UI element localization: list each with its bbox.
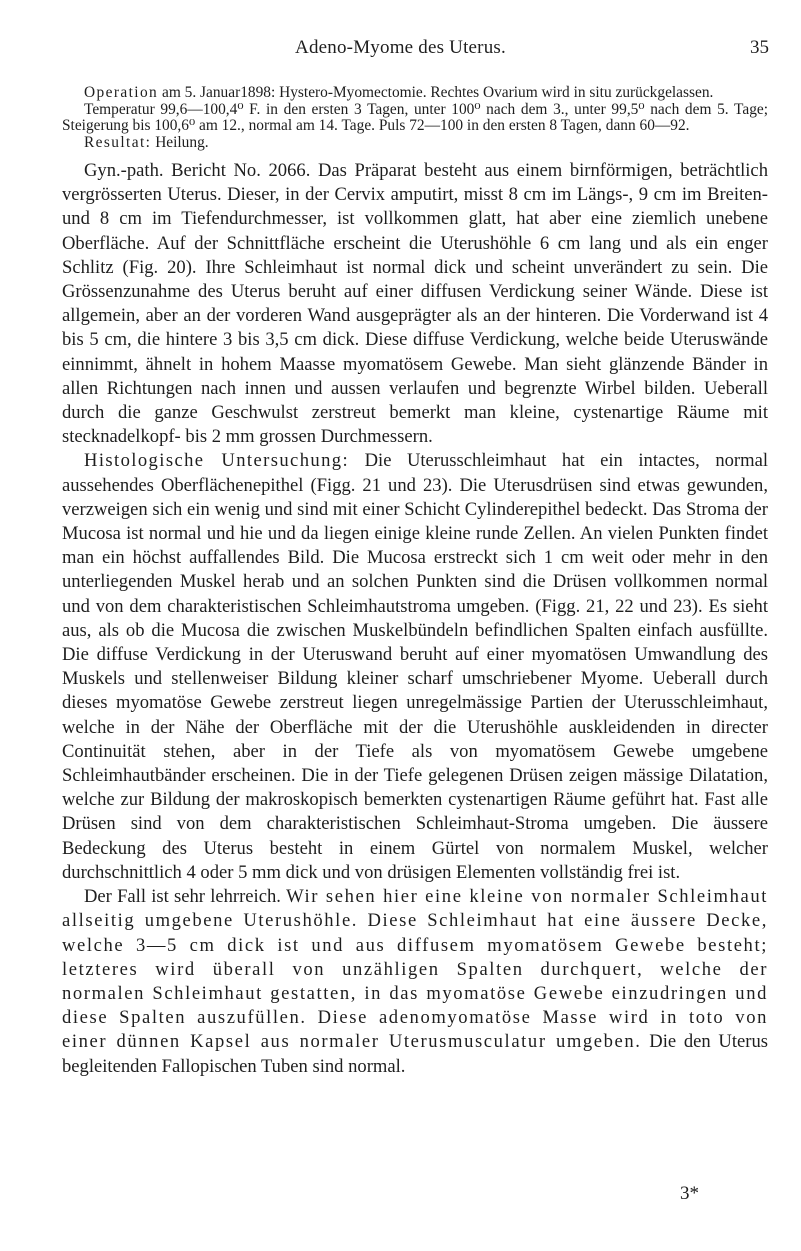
- temperature-paragraph: Temperatur 99,6—100,4⁰ F. in den ersten 3 Tagen, unter 100⁰ nach dem 3., unter 99,5⁰ nach dem 5. Tage; Steigerung bis 100,6⁰ am 12., normal am 14. Tage. Puls 72—100 in den ersten 8 Tagen, dann 60—92.: [62, 100, 768, 134]
- histology-paragraph: [62, 449, 768, 885]
- header-title: Adeno-Myome des Uterus.: [295, 37, 506, 58]
- result-text: Heilung.: [155, 133, 209, 151]
- result-lead: Resultat:: [84, 133, 152, 151]
- operation-lead: Operation: [84, 84, 159, 101]
- summary-lead: Der Fall ist sehr lehrreich.: [84, 886, 281, 908]
- summary-end: Die den Uterus begleitenden Fallopischen Tuben sind normal.: [62, 1031, 769, 1077]
- histology-text: Die Uterusschleimhaut hat ein intactes, normal aussehendes Oberflächenepithel (Figg. 21 und 23). Die Uterusdrüsen sind etwas gewunden, verzweigen sich ein wenig und sind mit einer Schicht Cylinderepithel bedeckt. Das Stroma der Mucosa ist normal und hie und da liegen einige kleine runde Zellen. An vielen Punkten findet man ein höchst auffallendes Bild. Die Mucosa erstreckt sich 1 cm weit oder mehr in den unterliegenden Muskel herab und an solchen Punkten sind die Drüsen vollkommen normal und von dem charakteristischen Schleimhautstroma umgeben. (Figg. 21, 22 und 23). Es sieht aus, als ob die Mucosa die zwischen Muskelbündeln befindlichen Spalten einfach ausfüllte. Die diffuse Verdickung in der Uteruswand beruht auf einer myomatösen Umwandlung des Muskels und stellenweiser Bildung kleiner scharf umschriebener Myome. Ueberall durch dieses myomatöse Gewebe zerstreut liegen unregelmässige Partien der Uterusschleimhaut, welche in der Nähe der Oberfläche mit der die Uterushöhle auskleidenden in directer Continuität stehen, aber in der Tiefe als von myomatösem Gewebe umgebene Schleimhautbänder erscheinen. Die in der Tiefe gelegenen Drüsen zeigen mässige Dilatation, welche zur Bildung der makroskopisch bemerkten cystenartigen Räume geführt hat. Fast alle Drüsen sind von dem charakteristischen Schleimhaut-Stroma umgeben. Die äussere Bedeckung des Uterus besteht in einem Gürtel von normalem Muskel, welcher durchschnittlich 4 oder 5 mm dick und von drüsigen Elementen vollständig frei ist.: [62, 450, 768, 883]
- running-header: [0, 34, 801, 62]
- operation-text: am 5. Januar1898: Hystero-Myomectomie. Rechtes Ovarium wird in situ zurückgelassen.: [162, 84, 714, 101]
- result-paragraph: [62, 135, 768, 152]
- body-text: [62, 85, 768, 1079]
- pathology-report-paragraph: Gyn.-path. Bericht No. 2066. Das Präparat besteht aus einem birnförmigen, beträchtlich vergrösserten Uterus. Dieser, in der Cervix amputirt, misst 8 cm im Längs-, 9 cm im Breiten- und 8 cm im Tiefendurchmesser, ist vollkommen glatt, hat aber eine ziemlich unebene Oberfläche. Auf der Schnittfläche erscheint die Uterushöhle 6 cm lang und als ein enger Schlitz (Fig. 20). Ihre Schleimhaut ist normal dick und scheint unverändert zu sein. Die Grössenzunahme des Uterus beruht auf einer diffusen Verdickung seiner Wände. Diese ist allgemein, aber an der vorderen Wand ausgeprägter als an der hinteren. Die Vorderwand ist 4 bis 5 cm, die hintere 3 bis 3,5 cm dick. Diese diffuse Verdickung, welche beide Uteruswände einnimmt, ähnelt in hohem Maasse myomatösem Gewebe. Man sieht glänzende Bänder in allen Richtungen nach innen und aussen verlaufen und begrenzte Wirbel bilden. Ueberall durch die ganze Geschwulst zerstreut bemerkt man kleine, cystenartige Räume mit stecknadelkopf- bis 2 mm grossen Durchmessern.: [62, 160, 768, 448]
- page-number: 35: [750, 37, 769, 58]
- histology-lead: Histologische Untersuchung:: [84, 450, 350, 472]
- summary-paragraph: [62, 885, 768, 1079]
- operation-paragraph: [62, 85, 768, 102]
- signature-mark: 3*: [680, 1183, 699, 1204]
- summary-spaced-text: Wir sehen hier eine kleine von normaler Schleimhaut allseitig umgebene Uterushöhle. Diese Schleimhaut hat eine äussere Decke, welche 3—5 cm dick ist und aus diffusem myomatösem Gewebe besteht; letzteres wird überall von unzähligen Spalten durchquert, welche der normalen Schleimhaut gestatten, in das myomatöse Gewebe einzudringen und diese Spalten auszufüllen. Diese adenomyomatöse Masse wird in toto von einer dünnen Kapsel aus normaler Uterusmusculatur umgeben.: [62, 886, 768, 1053]
